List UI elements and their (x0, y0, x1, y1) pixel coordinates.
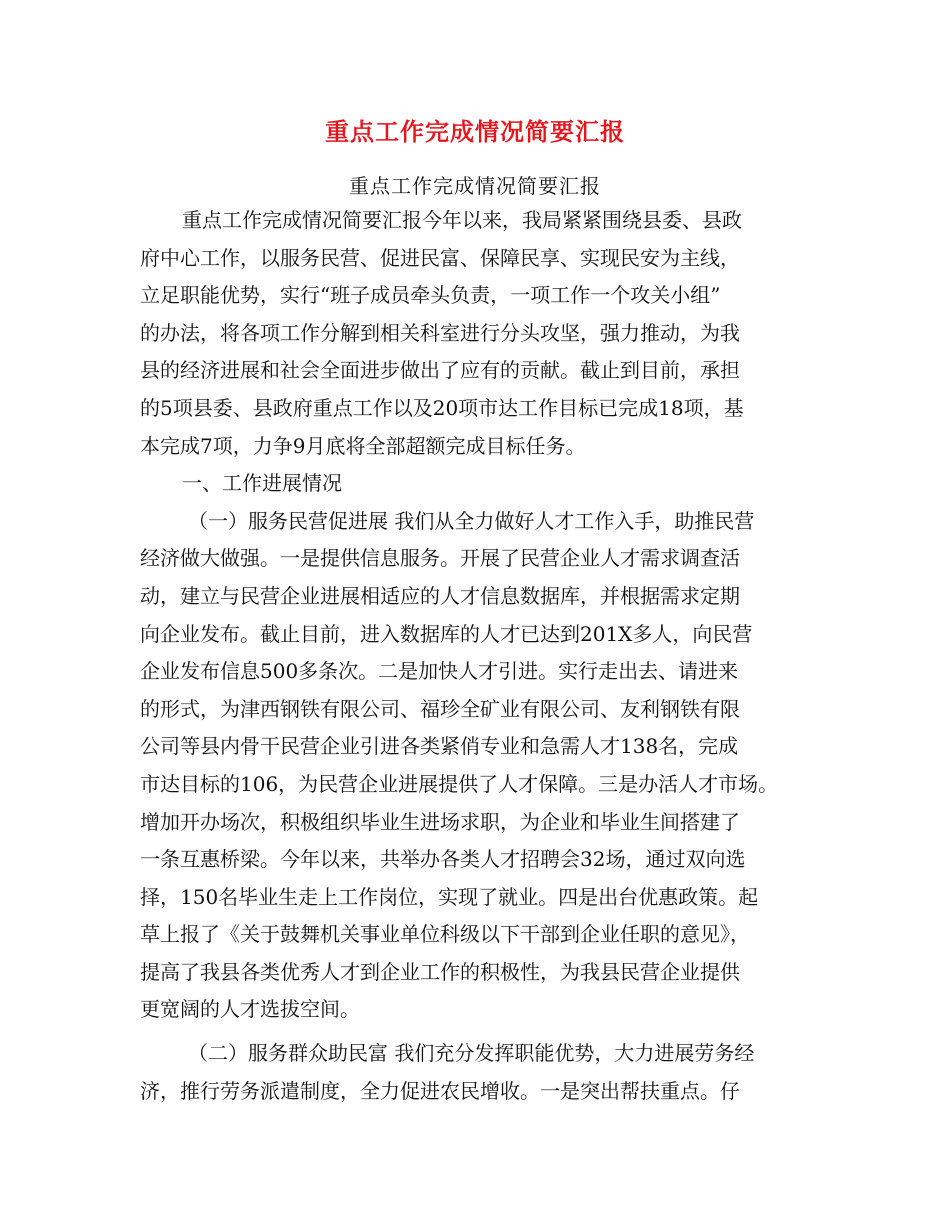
paragraph-line: 府中心工作，以服务民营、促进民富、保障民享、实现民安为主线， (140, 245, 740, 270)
paragraph-line: 向企业发布。截止目前，进入数据库的人才已达到201X多人，向民营 (140, 621, 753, 646)
paragraph-line: 企业发布信息500多条次。二是加快人才引进。实行走出去、请进来 (140, 659, 739, 684)
paragraph-line: 的办法，将各项工作分解到相关科室进行分头攻坚，强力推动，为我 (140, 320, 740, 345)
paragraph-line: 本完成7项，力争9月底将全部超额完成目标任务。 (140, 433, 586, 458)
document-body (140, 202, 830, 1110)
document-title: 重点工作完成情况简要汇报 (325, 117, 625, 146)
paragraph-line: 的5项县委、县政府重点工作以及20项市达工作目标已完成18项，基 (140, 395, 744, 420)
paragraph-line: 增加开办场次，积极组织毕业生进场求职，为企业和毕业生间搭建了 (140, 809, 740, 834)
paragraph-line: 济，推行劳务派遣制度，全力促进农民增收。一是突出帮扶重点。仔 (140, 1078, 740, 1103)
section-heading: 一、工作进展情况 (182, 471, 342, 496)
document-subtitle: 重点工作完成情况简要汇报 (349, 174, 601, 198)
paragraph-line: 提高了我县各类优秀人才到企业工作的积极性，为我县民营企业提供 (140, 959, 740, 984)
paragraph-line: 择，150名毕业生走上工作岗位，实现了就业。四是出台优惠政策。起 (140, 884, 759, 909)
subsection-line: （一）服务民营促进展 我们从全力做好人才工作入手，助推民营 (188, 508, 755, 533)
paragraph-line: 动，建立与民营企业进展相适应的人才信息数据库，并根据需求定期 (140, 583, 740, 608)
paragraph-line: 县的经济进展和社会全面进步做出了应有的贡献。截止到目前，承担 (140, 358, 740, 383)
paragraph-line: 一条互惠桥梁。今年以来，共举办各类人才招聘会32场，通过双向选 (140, 847, 746, 872)
paragraph-line: 立足职能优势，实行“班子成员牵头负责，一项工作一个攻关小组” (140, 283, 721, 308)
paragraph-line: 更宽阔的人才选拔空间。 (140, 997, 360, 1022)
paragraph-line: 市达目标的106，为民营企业进展提供了人才保障。三是办活人才市场。 (140, 771, 779, 796)
paragraph-line: 重点工作完成情况简要汇报今年以来，我局紧紧围绕县委、县政 (182, 208, 742, 232)
paragraph-line: 公司等县内骨干民营企业引进各类紧俏专业和急需人才138名，完成 (140, 734, 739, 759)
paragraph-line: 的形式，为津西钢铁有限公司、福珍全矿业有限公司、友利钢铁有限 (140, 696, 740, 721)
subsection-line: （二）服务群众助民富 我们充分发挥职能优势，大力进展劳务经 (188, 1041, 755, 1066)
paragraph-line: 经济做大做强。一是提供信息服务。开展了民营企业人才需求调查活 (140, 546, 740, 571)
paragraph-line: 草上报了《关于鼓舞机关事业单位科级以下干部到企业任职的意见》， (140, 922, 750, 947)
